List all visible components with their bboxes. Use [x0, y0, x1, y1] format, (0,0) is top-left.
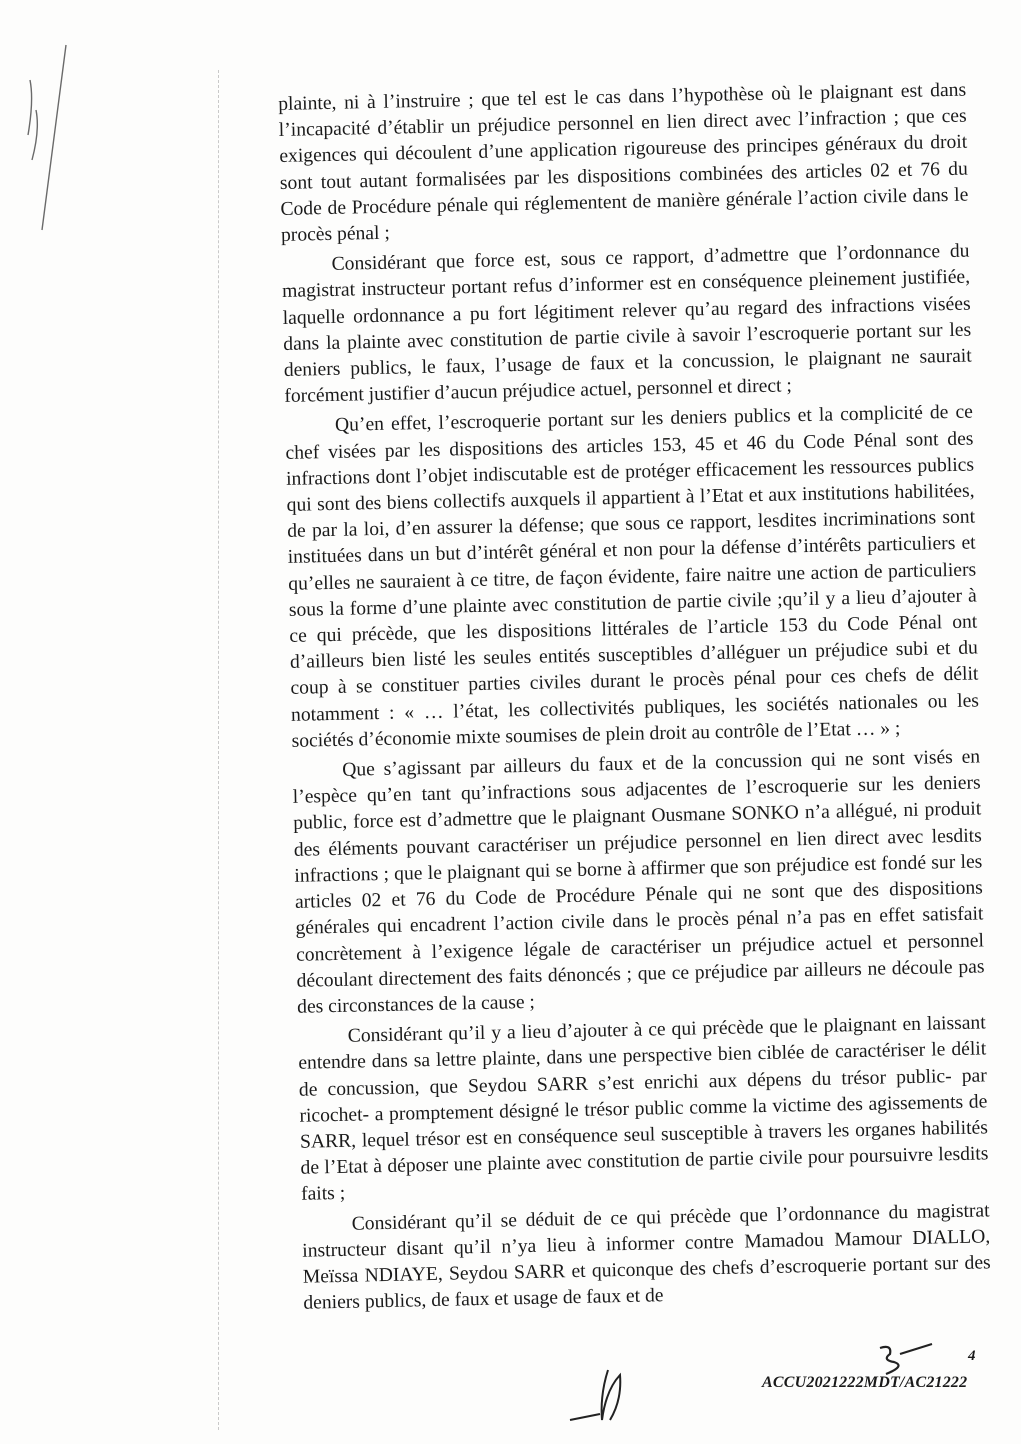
paragraph-1: plainte, ni à l’instruire ; que tel est le cas dans l’hypothèse où le plaignant est dans l’incapacité d’établir un préjudice personnel en lien direct avec l’infraction ; que ces exigences qui découlent d’une application rigoureuse des principes généraux du droit sont tout autant formalisées par les dispositions combinées des articles 02 et 76 du Code de Procédure pénale qui réglementent de manière générale l’action civile dans le procès pénal ; — [278, 79, 969, 246]
page-fold-line — [218, 70, 219, 1430]
document-body — [278, 78, 992, 1321]
page-number: 4 — [968, 1348, 976, 1364]
document-reference: ACCU2021222MDT/AC21222 — [762, 1374, 968, 1391]
paragraph-6: Considérant qu’il se déduit de ce qui précède que l’ordonnance du magistrat instructeur disant qu’il n’ya lieu à informer contre Mamadou Mamour DIALLO, Meïssa NDIAYE, Seydou SARR et quiconque des chefs d’escroquerie portant sur des deniers publics, de faux et usage de faux et de — [302, 1199, 991, 1314]
paragraph-4: Que s’agissant par ailleurs du faux et de la concussion qui ne sont visés en l’espèce qu’en tant qu’infractions sous adjacentes de l’escroquerie sur les deniers public, force est d’admettre que le plaignant Ousmane SONKO n’a allégué, ni produit des éléments pouvant caractériser un préjudice personnel en lien direct avec lesdits infractions ; que le plaignant qui se borne à affirmer que son préjudice est fondé sur les articles 02 et 76 du Code de Procédure Pénale qui ne sont que des dispositions générales qui encadrent l’action civile dans le procès pénal n’a pas en effet satisfait concrètement à l’exigence légale de caractériser un préjudice actuel et personnel découlant directement des faits dénoncés ; que ce préjudice par ailleurs ne découle pas des circonstances de la cause ; — [292, 746, 985, 1018]
signature-mark — [560, 1350, 640, 1430]
paragraph-5: Considérant qu’il y a lieu d’ajouter à ce qui précède que le plaignant en laissant entendre dans sa lettre plainte, dans une perspective bien ciblée de caractériser le délit de concussion, que Seydou SARR s’est enrichi aux dépens du trésor public- par ricochet- a promptement désigné le trésor public comme la victime des agissements de SARR, lequel trésor est en conséquence seul susceptible à travers les organes habilités de l’Etat à déposer une plainte avec constitution de partie civile pour poursuivre lesdits faits ; — [298, 1012, 989, 1206]
margin-handwriting-mark — [22, 40, 82, 240]
paragraph-2: Considérant que force est, sous ce rapport, d’admettre que l’ordonnance du magistrat instructeur portant refus d’informer est en conséquence pleinement justifiée, laquelle ordonnance a pu fort légitiment relever qu’au regard des infractions visées dans la plainte avec constitution de partie civile à savoir l’escroquerie portant sur les deniers publics, le faux, l’usage de faux et la concussion, le plaignant ne saurait forcément justifier d’aucun préjudice actuel, personnel et direct ; — [281, 240, 972, 408]
paragraph-3: Qu’en effet, l’escroquerie portant sur les deniers publics et la complicité de ce chef visées par les dispositions des articles 153, 45 et 46 du Code Pénal sont des infractions dont l’objet indiscutable est de protéger efficacement les ressources publics qui sont des biens collectifs auxquels il appartient à l’Etat et aux institutions habilitées, de par la loi, d’en assurer la défense; que sous ce rapport, lesdites incriminations sont instituées dans un but d’intérêt général et non pour la défense d’intérêts particuliers et qu’elles ne sauraient à ce titre, de façon évidente, faire naitre une action de particuliers sous la forme d’une plainte avec constitution de partie civile ;qu’il y a lieu d’ajouter à ce qui précède, que les dispositions littérales de l’article 153 du Code Pénal ont d’ailleurs bien listé les seules entités susceptibles d’alléguer un préjudice subi et du coup à se constituer parties civiles durant le procès pénal pour ces chefs de délit notamment : « … l’état, les collectivités publiques, les sociétés nationales ou les sociétés d’économie mixte soumises de plein droit au contrôle de l’Etat … » ; — [285, 401, 980, 752]
